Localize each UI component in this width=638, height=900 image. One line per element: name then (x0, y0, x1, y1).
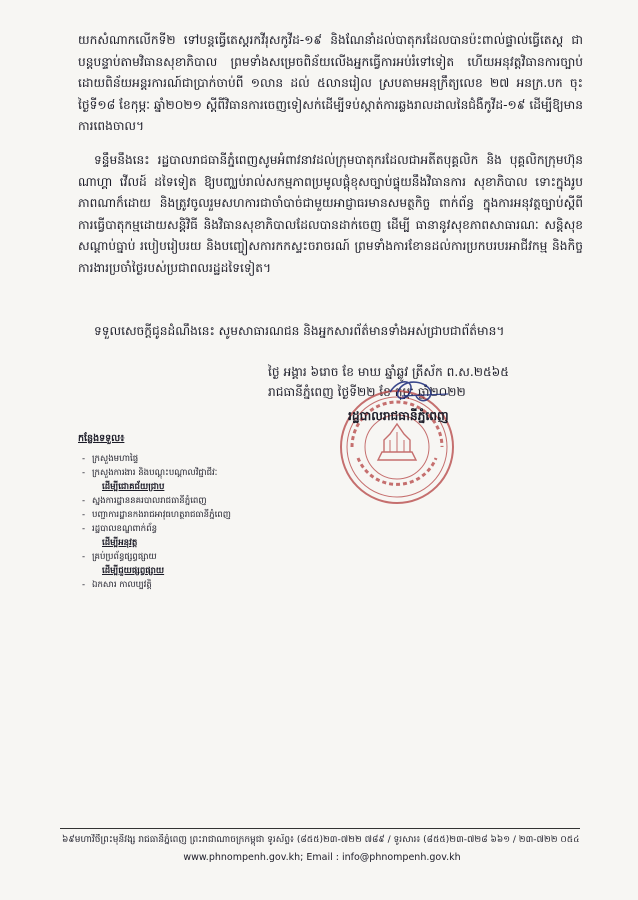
bullet-dash: - (82, 552, 86, 562)
footer-contact: www.phnompenh.gov.kh; Email : info@phnompenh.gov.kh (183, 852, 461, 863)
recipient-item (82, 494, 402, 508)
recipient-item (82, 578, 402, 592)
recipient-label: ក្រសួងការងារ និងបណ្តុះបណ្តាលវិជ្ជាជីវៈ (92, 468, 218, 478)
recipient-label: រដ្ឋបាលខណ្ឌពាក់ព័ន្ធ (92, 524, 158, 534)
bullet-dash: - (82, 580, 86, 590)
recipient-item (82, 466, 402, 480)
bullet-dash: - (82, 496, 86, 506)
recipient-label: ស្នងការដ្ឋាននគរបាលរាជធានីភ្នំពេញ (92, 496, 207, 506)
recipient-item (82, 564, 402, 578)
recipient-item (82, 452, 402, 466)
recipient-label: ដើម្បីជួយផ្សព្វផ្សាយ (102, 566, 165, 576)
bullet-dash: - (82, 524, 86, 534)
recipient-label: គ្រប់ប្រព័ន្ធផ្សព្វផ្សាយ (92, 552, 157, 562)
bullet-dash: - (82, 510, 86, 520)
recipient-label: ដើម្បីអនុវត្ត (102, 538, 138, 548)
recipient-item (82, 522, 402, 536)
bullet-dash: - (82, 468, 86, 478)
recipient-item (82, 508, 402, 522)
body-paragraph-1: យកសំណាកលើកទី២ ទៅបន្តធ្វើតេស្តរកវីរុសកូវីដ-១៩ និងណែនាំដល់បាតុករដែលបានប៉ះពាល់ផ្ទាល់ធ្វើតេស្ត ជាបន្តបន្ទាប់តាមវិធានសុខាភិបាល ព្រមទាំងសម្រេចពិន័យលើងអ្នកធ្វើការអប់រំទៅទៀត ហើយអនុវត្តវិធានការច្បាប់ ដោយពិន័យអន្តរការណ៍ជាប្រាក់ចាប់ពី ១លាន ដល់ ៥លានរៀល ស្របតាមអនុក្រឹត្យលេខ ២៧ អនក្រ.បក ចុះថ្ងៃទី១៨ ខែកុម្ភៈ ឆ្នាំ២០២១ ស្តីពីវិធានការចេញទៀសក់ដើម្បីទប់ស្កាត់ការឆ្លងរាលដាលនៃជំងឺកូវីដ-១៩ ដើម្បីឱ្យមានការពេងចាល។ (78, 33, 583, 133)
issuing-department: រដ្ឋបាលរាជធានីភ្នំពេញ (348, 409, 449, 423)
recipients-title: កន្លែងទទួល៖ (78, 433, 125, 444)
recipient-label: ក្រសួងមហាផ្ទៃ (92, 454, 139, 464)
lunar-date: ថ្ងៃ អង្គារ ៦រោច ខែ មាឃ ឆ្នាំឆ្លូវ ត្រីស័ក ព.ស.២៥៦៥ (268, 365, 509, 379)
recipient-label: បញ្ជាការដ្ឋានកងរាជអាវុធហត្ថរាជធានីភ្នំពេញ (92, 510, 231, 520)
body-paragraph-3: ទទួលសេចក្តីជូនដំណឹងនេះ សូមសាធារណជន និងអ្នកសារព័ត៌មានទាំងអស់ជ្រាបជាព័ត៌មាន។ (94, 324, 505, 338)
place-date: រាជធានីភ្នំពេញ ថ្ងៃទី២២ ខែ កុម្ភៈ ឆ្នាំ២០២២ (268, 385, 466, 399)
footer-address: ៦៩មហាវិថីព្រះមុនីវង្ស រាជធានីភ្នំពេញ ព្រះរាជាណាចក្រកម្ពុជា ទូរស័ព្ទ៖ (៨៥៥)២៣-៧២២ ៧៨៩ / ទូរសារ៖ (៨៥៥)២៣-៧២៨ ៦៦១ / ២៣-៧២២ ០៥៤ (62, 835, 580, 845)
recipient-item (82, 480, 402, 494)
footer-divider (60, 828, 580, 829)
recipient-label: ឯកសារ កាលប្បវត្តិ (92, 580, 152, 590)
body-paragraph-2: ទន្ទឹមនឹងនេះ រដ្ឋបាលរាជធានីភ្នំពេញសូមអំពាវនាវដល់ក្រុមបាតុករដែលជាអតីតបុគ្គលិក និង បុគ្គលិកក្រុមហ៊ុន ណាហ្គា វើលដ៍ ដទៃទៀត ឱ្យបញ្ឈប់រាល់សកម្មភាពប្រមូលផ្តុំខុសច្បាប់ផ្ទុយនឹងវិធានការ សុខាភិបាល ទោះក្នុងរូបភាពណាក៏ដោយ និងត្រូវចូលរួមសហការជាចាំបាច់ជាមួយអាជ្ញាធរមានសមត្ថកិច្ច ពាក់ព័ន្ធ ក្នុងការអនុវត្តច្បាប់ស្តីពីការធ្វើបាតុកម្មដោយសន្តិវិធី និងវិធានសុខាភិបាលដែលបានដាក់ចេញ ដើម្បី ធានានូវសុខភាពសាធារណៈ សន្តិសុខ សណ្តាប់ធ្នាប់ របៀបរៀបរយ និងបញ្ចៀសការកកស្ទះចរាចរណ៍ ព្រមទាំងការខែានដល់ការប្រកបរបរអាជីវកម្ម និងកិច្ចការងារប្រចាំថ្ងៃរបស់ប្រជាពលរដ្ឋដទៃទៀត។ (78, 153, 583, 275)
recipient-item (82, 536, 402, 550)
recipient-item (82, 550, 402, 564)
bullet-dash: - (82, 454, 86, 464)
recipient-label: ដើម្បីជោគជ័យជ្រាប (102, 482, 165, 492)
recipients-list (82, 452, 402, 592)
